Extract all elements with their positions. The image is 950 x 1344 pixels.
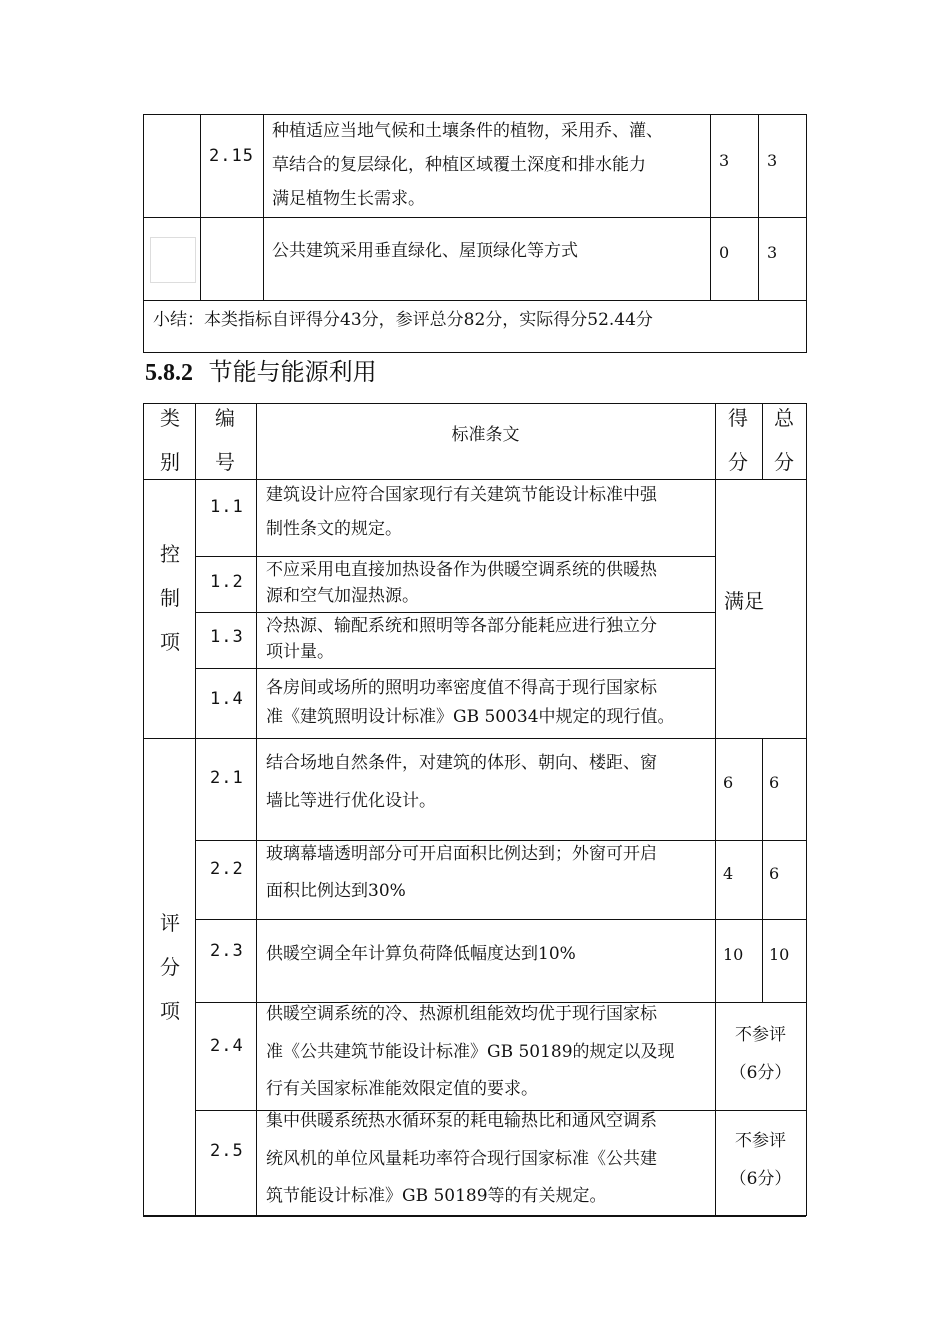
row-text-line: 冷热源、输配系统和照明等各部分能耗应进行独立分 [266,616,657,636]
row-text-line: 种植适应当地气候和土壤条件的植物，采用乔、灌、 [272,121,663,141]
row-text-line: 项计量。 [266,642,334,662]
score-value: 3 [719,151,730,170]
control-result: 满足 [724,589,764,613]
score-value: 0 [719,243,730,262]
row-number: 1.4 [210,689,244,709]
not-evaluated: 不参评 （6分） [729,1131,792,1189]
row-text-line: 制性条文的规定。 [266,519,402,539]
row-text-line: 草结合的复层绿化，种植区域覆土深度和排水能力 [272,155,646,175]
row-text-line: 建筑设计应符合国家现行有关建筑节能设计标准中强 [266,485,657,505]
row-number: 2.2 [210,859,244,879]
row-number: 2.5 [210,1141,244,1161]
row-text-line: 供暖空调系统的冷、热源机组能效均优于现行国家标 [266,1004,657,1024]
header-number: 编 号 [215,406,235,474]
row-text-line: 结合场地自然条件，对建筑的体形、朝向、楼距、窗 [266,753,657,773]
row-text-line: 墙比等进行优化设计。 [266,791,436,811]
total-value: 10 [769,945,790,964]
score-value: 6 [723,773,734,792]
section-title: 节能与能源利用 [208,358,377,386]
empty-checkbox [150,237,196,283]
control-label: 控 制 项 [160,542,180,654]
section-heading [145,352,377,387]
row-number: 2.3 [210,941,244,961]
row-text-line: 准《建筑照明设计标准》GB 50034中规定的现行值。 [266,707,675,727]
row-number: 2.1 [210,768,244,788]
row-text-line: 满足植物生长需求。 [272,189,425,209]
row-text-line: 集中供暖系统热水循环泵的耗电输热比和通风空调系 [266,1111,657,1131]
row-number: 1.2 [210,572,244,592]
not-evaluated: 不参评 （6分） [729,1025,792,1083]
row-number: 1.3 [210,627,244,647]
row-number: 2.4 [210,1036,244,1056]
row-text-line: 供暖空调全年计算负荷降低幅度达到10% [266,944,576,964]
row-text-line: 行有关国家标准能效限定值的要求。 [266,1079,538,1099]
score-value: 10 [723,945,744,964]
row-text-line: 玻璃幕墙透明部分可开启面积比例达到；外窗可开启 [266,844,657,864]
total-value: 3 [767,243,778,262]
row-text-line: 公共建筑采用垂直绿化、屋顶绿化等方式 [272,241,578,261]
row-text-line: 准《公共建筑节能设计标准》GB 50189的规定以及现 [266,1042,675,1062]
row-text-line: 源和空气加湿热源。 [266,586,419,606]
row-text-line: 不应采用电直接加热设备作为供暖空调系统的供暖热 [266,560,657,580]
summary-text: 小结：本类指标自评得分43分，参评总分82分，实际得分52.44分 [153,310,653,330]
row-number: 1.1 [210,497,244,517]
row-number: 2.15 [209,146,254,166]
row-text-line: 筑节能设计标准》GB 50189等的有关规定。 [266,1186,607,1206]
row-text-line: 面积比例达到30% [266,881,406,901]
total-value: 6 [769,864,780,883]
row-text-line: 统风机的单位风量耗功率符合现行国家标准《公共建 [266,1149,657,1169]
header-category: 类 别 [160,406,180,474]
total-value: 3 [767,151,778,170]
score-value: 4 [723,864,734,883]
header-text: 标准条文 [451,425,520,445]
total-value: 6 [769,773,780,792]
scoring-label: 评 分 项 [160,911,180,1023]
header-total: 总 分 [774,406,794,474]
row-text-line: 各房间或场所的照明功率密度值不得高于现行国家标 [266,678,657,698]
section-number: 5.8.2 [145,360,193,386]
header-score: 得 分 [728,406,748,474]
